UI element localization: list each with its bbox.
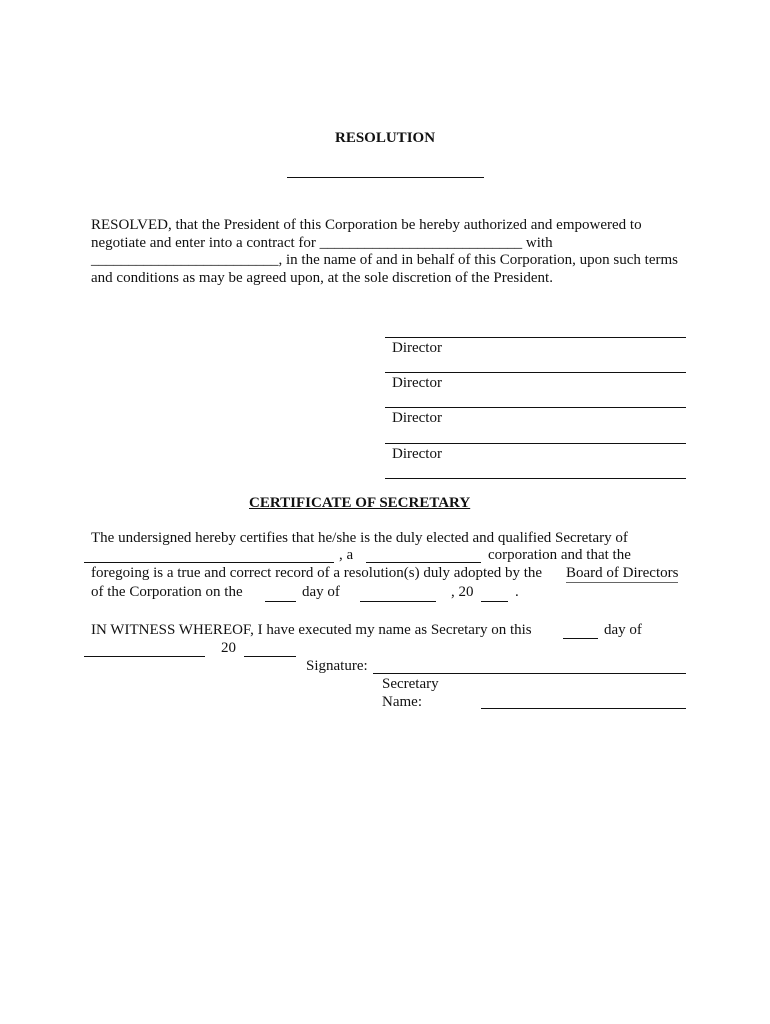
signature-label: Signature: xyxy=(306,658,368,674)
witness-day-of-text: day of xyxy=(604,622,642,638)
adoption-month-field[interactable] xyxy=(360,601,436,602)
resolution-title: RESOLUTION xyxy=(335,130,436,146)
certificate-line-4-start: of the Corporation on the xyxy=(91,584,243,600)
certificate-line-3: foregoing is a true and correct record of a resolution(s) duly adopted by the xyxy=(91,565,543,581)
witness-day-field[interactable] xyxy=(563,638,598,639)
witness-text: IN WITNESS WHEREOF, I have executed my name as Secretary on this xyxy=(91,622,532,638)
resolution-line-2: negotiate and enter into a contract for ___________________________ with xyxy=(91,235,553,251)
resolution-line-4: and conditions as may be agreed upon, at the sole discretion of the President. xyxy=(91,270,553,286)
signature-field[interactable] xyxy=(373,673,686,674)
director-signature-line-3 xyxy=(385,407,686,408)
name-label: Name: xyxy=(382,694,422,710)
adoption-day-field[interactable] xyxy=(265,601,296,602)
resolution-line-3: _________________________, in the name of and in behalf of this Corporation, upon such terms xyxy=(91,252,678,268)
director-label-3: Director xyxy=(392,410,442,426)
witness-year-field[interactable] xyxy=(244,656,296,657)
day-of-text: day of xyxy=(302,584,340,600)
corporation-text: corporation and that the xyxy=(488,547,631,563)
board-of-directors-field[interactable]: Board of Directors xyxy=(566,565,679,581)
period-text: . xyxy=(515,584,519,600)
director-label-2: Director xyxy=(392,375,442,391)
resolution-line-1: RESOLVED, that the President of this Corporation be hereby authorized and empowered to xyxy=(91,217,642,233)
director-signature-line-1 xyxy=(385,337,686,338)
director-signature-line-4 xyxy=(385,443,686,444)
state-field[interactable] xyxy=(366,562,481,563)
director-label-4: Director xyxy=(392,446,442,462)
certificate-line-1: The undersigned hereby certifies that he/she is the duly elected and qualified Secretary of xyxy=(91,530,628,546)
witness-month-field[interactable] xyxy=(84,656,205,657)
adoption-year-field[interactable] xyxy=(481,601,508,602)
secretary-name-field[interactable] xyxy=(481,708,686,709)
year-prefix-text: , 20 xyxy=(451,584,474,600)
corporation-name-field[interactable] xyxy=(84,562,334,563)
director-signature-line-2 xyxy=(385,372,686,373)
director-label-1: Director xyxy=(392,340,442,356)
a-text: , a xyxy=(339,547,354,563)
certificate-title: CERTIFICATE OF SECRETARY xyxy=(249,495,471,511)
director-signature-line-5 xyxy=(385,478,686,479)
resolution-title-line xyxy=(287,177,484,178)
witness-year-prefix: 20 xyxy=(221,640,236,656)
secretary-label: Secretary xyxy=(382,676,439,692)
